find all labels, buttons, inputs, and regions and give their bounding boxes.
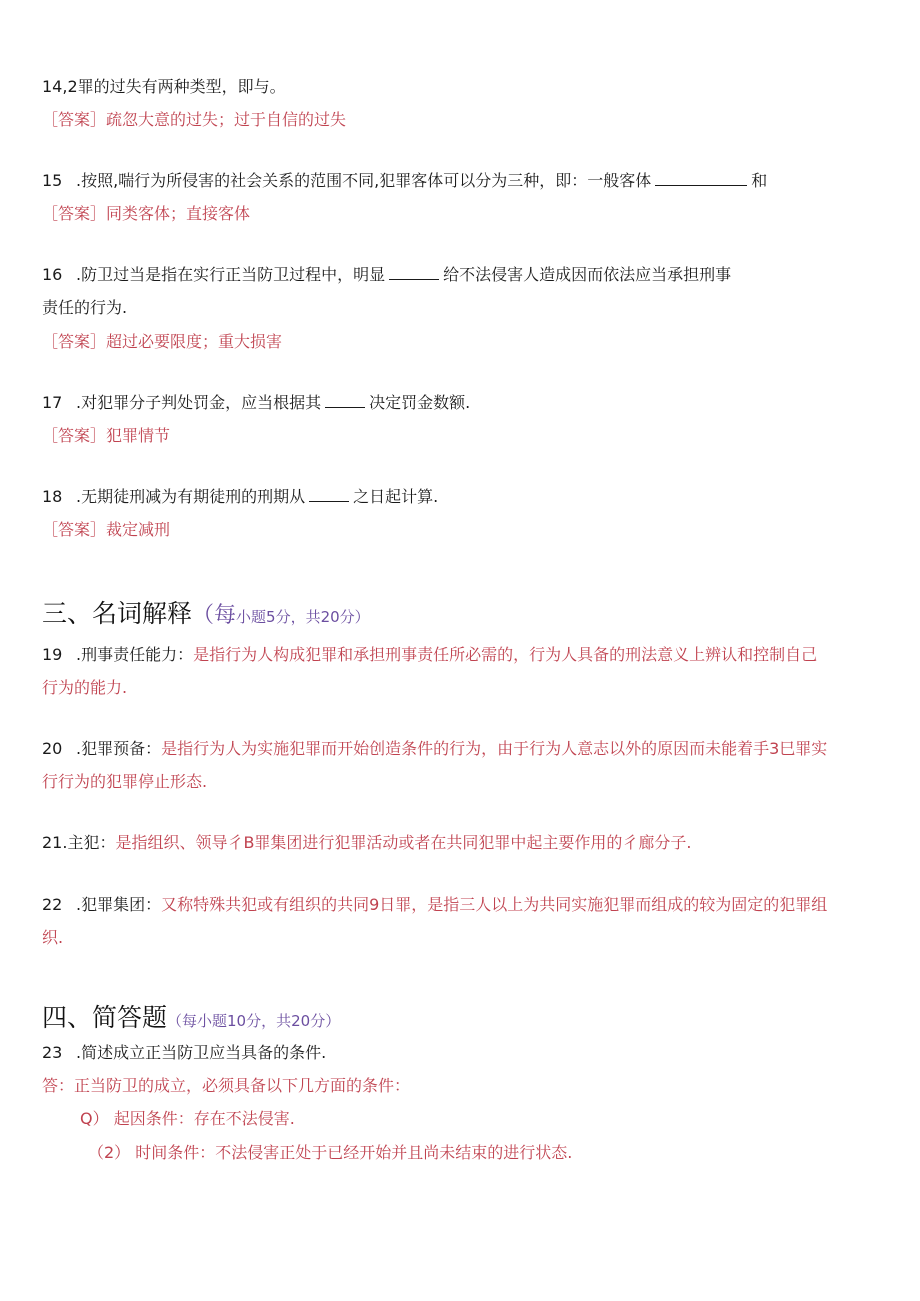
question-text: .对犯罪分子判处罚金，应当根据其 — [76, 393, 322, 412]
answer-17: ［答案］犯罪情节 — [42, 426, 171, 445]
item-text: 起因条件：存在不法侵害. — [113, 1109, 295, 1128]
question-text: .简述成立正当防卫应当具备的条件. — [76, 1043, 327, 1062]
question-22-line2: 织. — [42, 928, 64, 947]
answer-23-intro: 答：正当防卫的成立，必须具备以下几方面的条件： — [42, 1076, 411, 1095]
question-16: 16 .防卫过当是指在实行正当防卫过程中，明显 给不法侵害人造成因而依法应当承担刑事 — [42, 265, 732, 284]
section-3-heading — [42, 598, 370, 633]
question-21 — [42, 832, 692, 854]
fill-blank — [325, 393, 365, 408]
question-19 — [42, 644, 817, 666]
fill-blank — [309, 487, 349, 502]
question-20 — [42, 738, 827, 760]
question-text: .无期徒刑减为有期徒刑的刑期从 — [76, 487, 306, 506]
fill-blank — [389, 265, 439, 280]
question-number: 18 — [42, 487, 63, 506]
term: .刑事责任能力： — [76, 645, 194, 664]
section-title: 四、简答题 — [42, 1003, 168, 1032]
question-18: 18 .无期徒刑减为有期徒刑的刑期从 之日起计算. — [42, 487, 439, 506]
answer-16: ［答案］超过必要限度；重大损害 — [42, 332, 283, 351]
answer-23-item-1 — [80, 1108, 295, 1130]
item-text: 时间条件：不法侵害正处于已经开始并且尚未结束的进行状态. — [135, 1143, 573, 1162]
question-number: 19 — [42, 645, 63, 664]
fill-blank — [655, 171, 747, 186]
question-23 — [42, 1042, 326, 1064]
question-text: 14,2罪的过失有两种类型，即与。 — [42, 77, 286, 96]
question-15: 15 .按照,喘行为所侵害的社会关系的范围不同,犯罪客体可以分为三种，即：一般客体 和 — [42, 171, 768, 190]
question-22 — [42, 894, 827, 916]
question-number: 17 — [42, 393, 63, 412]
answer-23-item-2 — [88, 1142, 572, 1164]
answer-15: ［答案］同类客体；直接客体 — [42, 204, 251, 223]
question-number: 22 — [42, 895, 63, 914]
term: 21.主犯： — [42, 833, 116, 852]
definition: 是指组织、领导彳B罪集团进行犯罪活动或者在共同犯罪中起主要作用的彳廊分子. — [115, 833, 692, 852]
term: .犯罪集团： — [76, 895, 162, 914]
definition: 是指行为人为实施犯罪而开始创造条件的行为，由于行为人意志以外的原因而未能着手3巳罪实 — [161, 739, 828, 758]
definition: 又称特殊共犯或有组织的共同9日罪，是指三人以上为共同实施犯罪而组成的较为固定的犯罪组 — [161, 895, 828, 914]
question-20-line2: 行行为的犯罪停止形态. — [42, 772, 208, 791]
section-title: 三、名词解释 — [42, 599, 193, 628]
answer-14: ［答案］疏忽大意的过失；过于自信的过失 — [42, 110, 347, 129]
question-14 — [42, 76, 286, 98]
question-number: 16 — [42, 265, 63, 284]
definition: 是指行为人构成犯罪和承担刑事责任所必需的，行为人具备的刑法意义上辨认和控制自己 — [193, 645, 818, 664]
item-label: （2） — [88, 1143, 131, 1162]
question-number: 20 — [42, 739, 63, 758]
question-text: .按照,喘行为所侵害的社会关系的范围不同,犯罪客体可以分为三种，即：一般客体 — [76, 171, 652, 190]
section-4-heading — [42, 1002, 340, 1037]
question-text: .防卫过当是指在实行正当防卫过程中，明显 — [76, 265, 386, 284]
term: .犯罪预备： — [76, 739, 162, 758]
question-17: 17 .对犯罪分子判处罚金，应当根据其 决定罚金数额. — [42, 393, 471, 412]
question-number: 15 — [42, 171, 63, 190]
question-16-line2: 责任的行为. — [42, 298, 128, 317]
question-number: 23 — [42, 1043, 63, 1062]
question-19-line2: 行为的能力. — [42, 678, 128, 697]
section-note: （每小题10分，共20分） — [167, 1012, 341, 1030]
answer-18: ［答案］裁定减刑 — [42, 520, 171, 539]
item-label: Q） — [80, 1109, 109, 1128]
section-note: （每小题5分，共20分） — [192, 603, 370, 628]
